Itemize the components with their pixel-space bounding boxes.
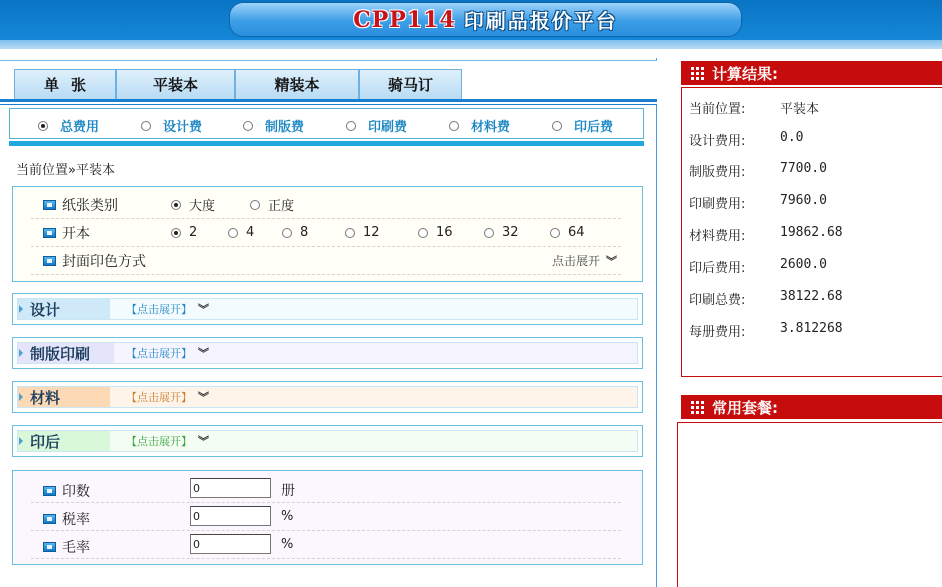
chevron-down-icon: ︾: [198, 435, 209, 448]
cover-expand-toggle[interactable]: 点击展开 ︾: [551, 254, 617, 268]
header-strip: [0, 40, 942, 49]
packages-panel: [677, 422, 942, 587]
quantity-input[interactable]: [190, 478, 271, 498]
format-option-12[interactable]: 12: [345, 225, 380, 240]
result-label-per-copy: 每册费用:: [689, 325, 746, 340]
binding-tabs: [0, 60, 657, 104]
bullet-icon: [43, 256, 56, 266]
radio-icon[interactable]: [484, 228, 494, 238]
breadcrumb: 当前位置»平装本: [16, 163, 115, 178]
site-title: [229, 2, 742, 37]
tabs-underline-thin: [0, 104, 657, 105]
radio-icon[interactable]: [171, 228, 181, 238]
section-plate-print-toggle[interactable]: 【点击展开】 ︾: [126, 347, 209, 360]
bullet-icon: [43, 228, 56, 238]
paper-type-row: [31, 191, 621, 219]
result-value-material: 19862.68: [780, 225, 843, 240]
paper-options-box: [12, 186, 643, 282]
result-value-plate: 7700.0: [780, 161, 827, 176]
section-postpress: [12, 425, 643, 457]
results-header: [681, 61, 942, 85]
tab-hardcover[interactable]: 精装本: [235, 69, 359, 99]
fee-option-design[interactable]: 设计费: [141, 116, 202, 135]
fee-option-plate[interactable]: 制版费: [243, 116, 304, 135]
bullet-icon: [43, 514, 56, 524]
fee-option-material[interactable]: 材料费: [449, 116, 510, 135]
format-option-8[interactable]: 8: [282, 225, 308, 240]
fee-bar-underline: [9, 141, 644, 146]
result-label-position: 当前位置:: [689, 102, 746, 117]
tax-row: [31, 503, 621, 531]
result-value-design: 0.0: [780, 130, 804, 145]
quantity-unit: 册: [281, 483, 295, 499]
tax-unit: %: [281, 509, 294, 524]
bullet-icon: [43, 486, 56, 496]
format-option-4[interactable]: 4: [228, 225, 254, 240]
margin-rate-input[interactable]: [190, 534, 271, 554]
section-postpress-title: 印后: [18, 431, 110, 451]
margin-row: [31, 531, 621, 559]
section-material: [12, 381, 643, 413]
result-value-total: 38122.68: [780, 289, 843, 304]
fee-type-selector: [9, 108, 644, 139]
fee-option-total[interactable]: 总费用: [38, 116, 99, 135]
result-value-per-copy: 3.812268: [780, 321, 843, 336]
margin-label: 毛率: [62, 540, 90, 556]
radio-icon[interactable]: [418, 228, 428, 238]
chevron-down-icon: ︾: [198, 347, 209, 360]
quantity-box: [12, 470, 643, 565]
result-value-print: 7960.0: [780, 193, 827, 208]
radio-icon[interactable]: [228, 228, 238, 238]
results-title: 计算结果:: [712, 64, 778, 83]
calculator-panel: [0, 60, 657, 587]
bullet-icon: [43, 200, 56, 210]
section-material-title: 材料: [18, 387, 110, 407]
chevron-down-icon: ︾: [198, 391, 209, 404]
radio-icon[interactable]: [550, 228, 560, 238]
quantity-label: 印数: [62, 484, 90, 500]
results-panel: [681, 87, 942, 377]
format-row: [31, 219, 621, 247]
grid-dots-icon: [691, 67, 704, 80]
tab-single-sheet[interactable]: 单张: [14, 69, 116, 99]
tax-label: 税率: [62, 512, 90, 528]
grid-dots-icon: [691, 401, 704, 414]
section-plate-print: [12, 337, 643, 369]
bullet-icon: [43, 542, 56, 552]
section-plate-print-title: 制版印刷: [18, 343, 114, 363]
format-label: 开本: [62, 225, 90, 242]
format-option-16[interactable]: 16: [418, 225, 453, 240]
radio-icon[interactable]: [141, 121, 151, 131]
paper-type-label: 纸张类别: [62, 197, 118, 214]
format-option-32[interactable]: 32: [484, 225, 519, 240]
chevron-down-icon: ︾: [606, 254, 617, 268]
paper-type-zhengdu[interactable]: 正度: [250, 195, 294, 214]
section-material-toggle[interactable]: 【点击展开】 ︾: [126, 391, 209, 404]
radio-icon[interactable]: [346, 121, 356, 131]
radio-icon[interactable]: [552, 121, 562, 131]
brand-logo: CPP114: [353, 6, 456, 33]
platform-title: 印刷品报价平台: [463, 9, 618, 33]
format-option-2[interactable]: 2: [171, 225, 197, 240]
tabs-underline: [0, 99, 657, 102]
result-value-postpress: 2600.0: [780, 257, 827, 272]
cover-color-label: 封面印色方式: [62, 253, 146, 270]
chevron-down-icon: ︾: [198, 303, 209, 316]
result-label-total: 印刷总费:: [689, 293, 746, 308]
radio-icon[interactable]: [38, 121, 48, 131]
result-label-plate: 制版费用:: [689, 165, 746, 180]
result-value-position: 平装本: [780, 102, 820, 117]
tab-saddle-stitch[interactable]: 骑马订: [359, 69, 462, 99]
fee-option-print[interactable]: 印刷费: [346, 116, 407, 135]
margin-unit: %: [281, 537, 294, 552]
section-design-toggle[interactable]: 【点击展开】 ︾: [126, 303, 209, 316]
result-label-design: 设计费用:: [689, 134, 746, 149]
radio-icon[interactable]: [250, 200, 260, 210]
packages-title: 常用套餐:: [712, 398, 778, 417]
radio-icon[interactable]: [345, 228, 355, 238]
packages-header: [681, 395, 942, 419]
radio-icon[interactable]: [243, 121, 253, 131]
fee-option-postpress[interactable]: 印后费: [552, 116, 613, 135]
section-design: [12, 293, 643, 325]
section-design-title: 设计: [18, 299, 110, 319]
radio-icon[interactable]: [282, 228, 292, 238]
quantity-row: [31, 475, 621, 503]
paper-type-dadu[interactable]: 大度: [171, 195, 215, 214]
result-label-material: 材料费用:: [689, 229, 746, 244]
format-option-64[interactable]: 64: [550, 225, 585, 240]
radio-icon[interactable]: [449, 121, 459, 131]
cover-color-row: [31, 247, 621, 275]
result-label-postpress: 印后费用:: [689, 261, 746, 276]
radio-icon[interactable]: [171, 200, 181, 210]
tax-rate-input[interactable]: [190, 506, 271, 526]
result-label-print: 印刷费用:: [689, 197, 746, 212]
tab-paperback[interactable]: 平装本: [116, 69, 235, 99]
section-postpress-toggle[interactable]: 【点击展开】 ︾: [126, 435, 209, 448]
